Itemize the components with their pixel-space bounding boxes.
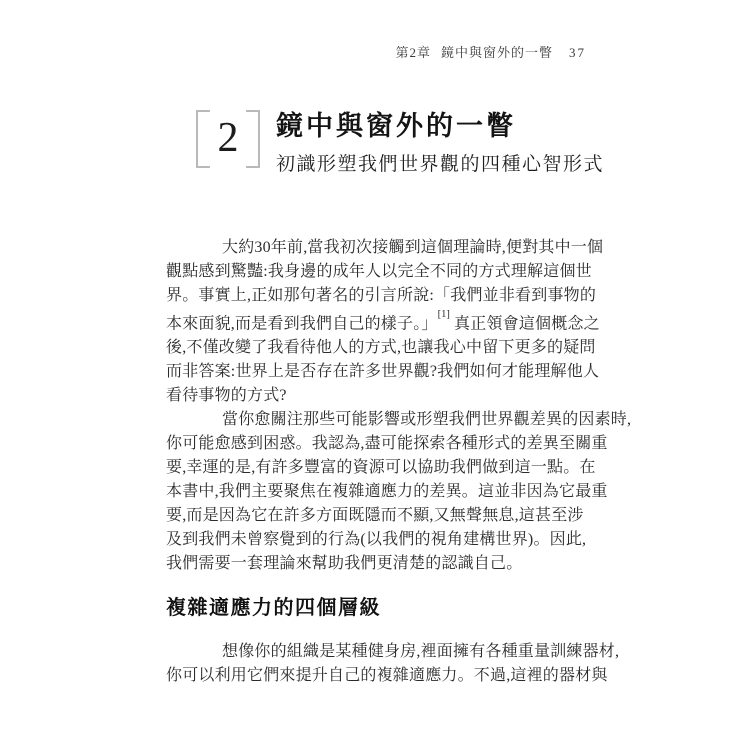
text-segment: 本來面貌,而是看到我們自己的樣子。」: [166, 315, 438, 333]
text-line: 你可以利用它們來提升自己的複雜適應力。不過,這裡的器材與: [166, 667, 608, 685]
chapter-subtitle: 初識形塑我們世界觀的四種心智形式: [276, 154, 605, 176]
text-line: 我們需要一套理論來幫助我們更清楚的認識自己。: [166, 555, 523, 573]
header-chapter-label: 第2章: [395, 45, 431, 60]
body-text: [166, 236, 632, 688]
chapter-number-frame: [196, 110, 260, 168]
text-line: 想像你的組織是某種健身房,裡面擁有各種重量訓練器材,: [222, 643, 620, 661]
right-bracket-ornament: [246, 110, 260, 168]
text-line: 看待事物的方式?: [166, 387, 287, 405]
text-line: 觀點感到驚豔:我身邊的成年人以完全不同的方式理解這個世: [166, 263, 592, 280]
text-line: 要,幸運的是,有許多豐富的資源可以協助我們做到這一點。在: [166, 459, 596, 477]
footnote-marker: [1]: [437, 309, 450, 320]
text-segment: 真正領會這個概念之: [449, 315, 600, 333]
chapter-number: 2: [217, 114, 239, 161]
chapter-titles: [276, 110, 604, 176]
header-chapter-title: 鏡中與窗外的一瞥: [440, 45, 553, 60]
left-bracket-ornament: [196, 110, 210, 168]
chapter-heading: [196, 110, 604, 176]
section-heading: 複雜適應力的四個層級: [166, 597, 381, 620]
text-line: 及到我們未曾察覺到的行為(以我們的視角建構世界)。因此,: [166, 531, 587, 549]
chapter-title: 鏡中與窗外的一瞥: [276, 111, 516, 141]
paragraph-3: [166, 640, 620, 688]
paragraph-2: [166, 408, 632, 576]
text-line: [166, 308, 600, 336]
text-line: 後,不僅改變了我看待他人的方式,也讓我心中留下更多的疑問: [166, 339, 596, 357]
text-line: 界。事實上,正如那句著名的引言所說:「我們並非看到事物的: [166, 287, 597, 304]
text-line: 你可能愈感到困惑。我認為,盡可能探索各種形式的差異至關重: [166, 435, 608, 453]
text-line: 大約30年前,當我初次接觸到這個理論時,便對其中一個: [222, 239, 604, 256]
text-line: 而非答案:世界上是否存在許多世界觀?我們如何才能理解他人: [166, 363, 600, 381]
text-line: 要,而是因為它在許多方面既隱而不顯,又無聲無息,這甚至涉: [166, 507, 584, 525]
text-line: 本書中,我們主要聚焦在複雜適應力的差異。這並非因為它最重: [166, 483, 608, 501]
text-line: 當你愈關注那些可能影響或形塑我們世界觀差異的因素時,: [222, 411, 632, 429]
running-header: [395, 42, 586, 61]
header-page-number: 37: [569, 45, 586, 60]
paragraph-1: [166, 236, 604, 408]
